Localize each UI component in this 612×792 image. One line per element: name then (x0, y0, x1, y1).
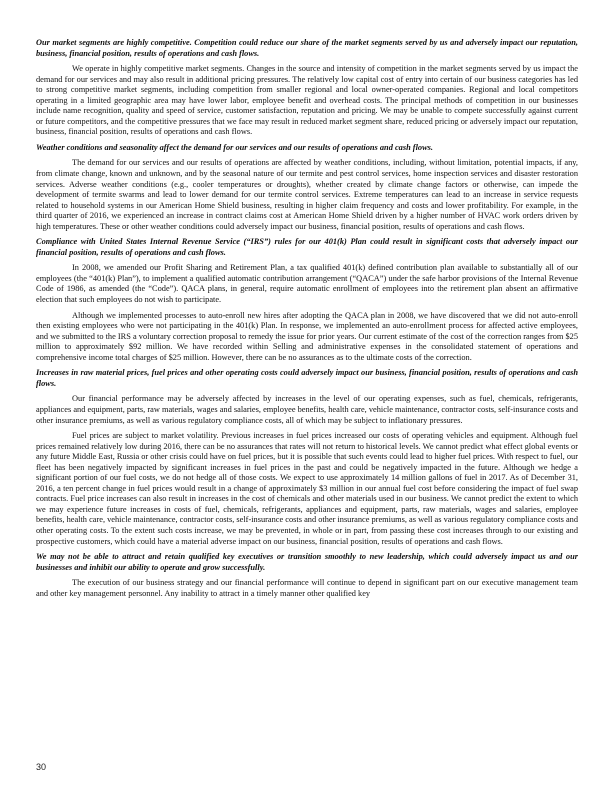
risk-factor-costs (36, 368, 578, 547)
body-paragraph: The demand for our services and our results of operations are affected by weather conditions, including, without limitation, potential impacts, if any, from climate change, known and unknown, and by the seasonal nature of our termite and pest control services, home inspection services and disaster restoration services. Adverse weather conditions (e.g., cooler temperatures or droughts), whether created by climate change factors or otherwise, can impede the development of termite swarms and lead to lower demand for our termite control services. Extreme temperatures can lead to an increase in service requests related to household systems in our American Home Shield business, resulting in higher claim frequency and costs and lower profitability. For example, in the third quarter of 2016, we experienced an increase in contract claims cost at American Home Shield driven by a higher number of HVAC work orders driven by high temperatures. These or other weather conditions could adversely impact our business, financial position, results of operations and cash flows. (36, 158, 578, 231)
section-heading: Weather conditions and seasonality affect the demand for our services and our results of operations and cash flows. (36, 142, 433, 152)
body-paragraph: Although we implemented processes to auto-enroll new hires after adopting the QACA plan in 2008, we have discovered that we did not auto-enroll then existing employees who were not participating in the 401(k) Plan. In response, we implemented an auto-enrollment process for affected active employees, and we submitted to the IRS a voluntary correction proposal to remedy the issue for prior years. Our current estimate of the cost of the correction ranges from $25 million to approximately $92 million. We have recorded within Selling and administrative expenses in the consolidated statement of operations and comprehensive income total charges of $25 million. However, there can be no assurances as to the ultimate costs of the correction. (36, 310, 578, 362)
body-paragraph: The execution of our business strategy and our financial performance will continue to depend in significant part on our executive management team and other key management personnel. Any inability to attract in a timely manner other qualified key (36, 578, 578, 598)
body-paragraph: We operate in highly competitive market segments. Changes in the source and intensity of competition in the market segments served by us impact the demand for our services and may also result in additional pricing pressures. The relatively low capital cost of entry into certain of our business categories has led to strong competitive market segments, including competition from smaller regional and local owner-operated companies. Regional and local competitors operating in a limited geographic area may have lower labor, employee benefit and overhead costs. The principal methods of competition in our businesses include name recognition, quality and speed of service, customer satisfaction, reputation and pricing. We may be unable to compete successfully against current or future competitors, and the competitive pressures that we face may result in reduced market segment share, reduced pricing or adversely impact our reputation, business, financial position, results of operations and cash flows. (36, 64, 578, 137)
section-heading: Increases in raw material prices, fuel prices and other operating costs could adversely impact our business, financial position, results of operations and cash flows. (36, 368, 578, 388)
risk-factor-401k (36, 237, 578, 363)
section-heading: Our market segments are highly competitive. Competition could reduce our share of the market segments served by us and adversely impact our reputation, business, financial position, results of operations and cash flows. (36, 38, 578, 58)
page-number: 30 (36, 762, 47, 772)
body-paragraph: Fuel prices are subject to market volatility. Previous increases in fuel prices increased our costs of operating vehicles and equipment. Although fuel prices remained relatively low during 2016, there can be no assurances that rates will not return to historical levels. We cannot predict what effect global events or any future Middle East, Russia or other crisis could have on fuel prices, but it is possible that such events could lead to higher fuel prices. With respect to fuel, our fleet has been negatively impacted by significant increases in fuel prices in the past and could be negatively impacted in the future. Although we hedge a significant portion of our fuel costs, we do not hedge all of those costs. We expect to use approximately 14 million gallons of fuel in 2017. As of December 31, 2016, a ten percent change in fuel prices would result in a change of approximately $3 million in our annual fuel cost before considering the impact of fuel swap contracts. Fuel price increases can also result in increases in the cost of chemicals and other materials used in our business. We cannot predict the extent to which we may experience future increases in costs of fuel, chemicals, refrigerants, appliances and equipment, parts, raw materials, wages and salaries, employee benefits, health care, vehicle maintenance, contractor costs, self-insurance costs and other insurance premiums, as well as various regulatory compliance costs and other operating costs. To the extent such costs increase, we may be prevented, in whole or in part, from passing these cost increases through to our existing and prospective customers, which could have a material adverse impact on our business, financial position, results of operations and cash flows. (36, 431, 578, 546)
section-heading: Compliance with United States Internal Revenue Service (“IRS”) rules for our 401(k) Plan could result in significant costs that adversely impact our financial position, results of operations and cash flows. (36, 237, 578, 257)
section-heading: We may not be able to attract and retain qualified key executives or transition smoothly to new leadership, which could adversely impact us and our businesses and inhibit our ability to operate and grow successfully. (36, 552, 578, 572)
body-paragraph: In 2008, we amended our Profit Sharing and Retirement Plan, a tax qualified 401(k) defined contribution plan available to substantially all of our employees (the “401(k) Plan”), to implement a qualified automatic contribution arrangement (“QACA”) under the safe harbor provisions of the Internal Revenue Code of 1986, as amended (the “Code”). QACA plans, in general, require automatic enrollment of employees into the retirement plan absent an affirmative election that such employees do not wish to participate. (36, 263, 578, 305)
risk-factor-competition (36, 38, 578, 138)
body-paragraph: Our financial performance may be adversely affected by increases in the level of our operating expenses, such as fuel, chemicals, refrigerants, appliances and equipment, parts, raw materials, wages and salaries, employee benefits, health care, vehicle maintenance, contractor costs, self-insurance costs and other insurance premiums, as well as various regulatory compliance costs, all of which may be subject to inflationary pressures. (36, 394, 578, 425)
risk-factor-executives (36, 552, 578, 599)
risk-factor-weather (36, 143, 578, 232)
document-page (36, 38, 578, 604)
